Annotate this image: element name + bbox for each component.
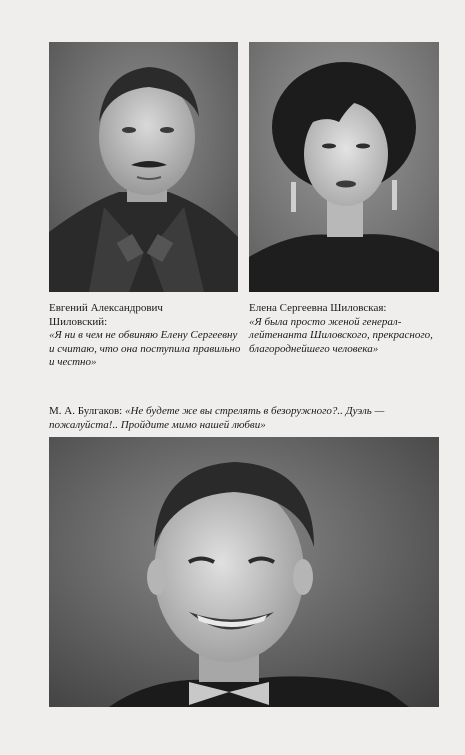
caption-name: Елена Сергеевна Шиловская:: [249, 302, 387, 314]
caption-name-line2: Шиловский:: [49, 315, 108, 328]
photo-shilovsky: [49, 42, 238, 292]
caption-name-line1: Евгений Александрович: [49, 302, 163, 314]
caption-quote: «Не будете же вы стрелять в безоружного?.. Дуэль — пожалуйста!.. Пройдите мимо нашей любви»: [49, 405, 385, 431]
caption-bulgakov: [49, 404, 449, 432]
caption-quote: «Я ни в чем не обвиняю Елену Сергеевну и считаю, что она поступила правильно и честно»: [49, 329, 241, 368]
caption-quote: «Я была просто женой генерал-лейтенанта Шиловского, прекрасного, благороднейшего человека»: [249, 315, 433, 355]
caption-shilovsky: [49, 302, 244, 370]
caption-name: М. А. Булгаков:: [49, 405, 123, 417]
caption-shilovskaya: [249, 302, 444, 356]
photo-bulgakov: [49, 437, 439, 707]
photo-shilovskaya: [249, 42, 439, 292]
